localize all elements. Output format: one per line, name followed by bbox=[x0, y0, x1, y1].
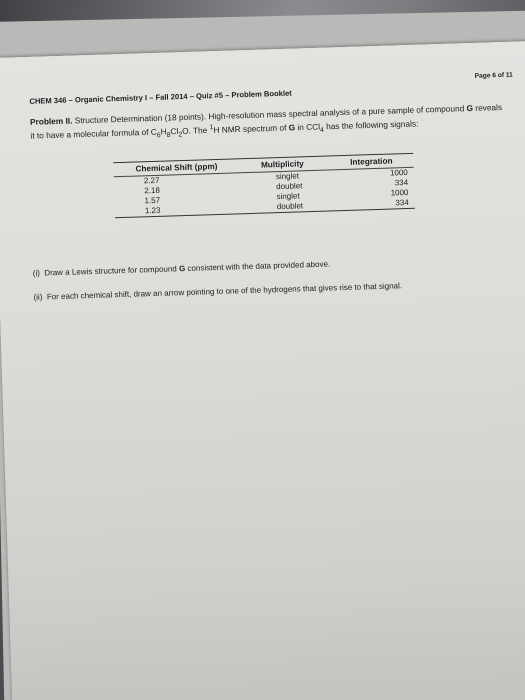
formula-subscript-cl: 2 bbox=[178, 131, 183, 139]
cell-shift: 2.18 bbox=[144, 186, 160, 196]
header-multiplicity: Multiplicity bbox=[260, 159, 304, 171]
cell-multiplicity: singlet bbox=[276, 191, 300, 202]
formula-cl: Cl bbox=[170, 125, 179, 137]
question-ii-text: For each chemical shift, draw an arrow pointing to one of the hydrogens that gives rise to that signal. bbox=[46, 281, 403, 302]
question-ii bbox=[33, 278, 513, 303]
cell-shift: 1.23 bbox=[144, 206, 161, 216]
cell-multiplicity: singlet bbox=[275, 171, 300, 182]
cell-integration: 334 bbox=[394, 178, 409, 188]
problem-title: Structure Determination (18 points). bbox=[74, 111, 207, 126]
question-ii-label: (ii) bbox=[33, 292, 43, 303]
question-i-label: (i) bbox=[32, 269, 41, 279]
problem-text-1: High-resolution mass spectral analysis of a pure sample of compound bbox=[208, 103, 465, 122]
problem-text-2: reveals it to have a molecular formula of C bbox=[30, 102, 503, 141]
cell-integration: 1000 bbox=[390, 188, 409, 198]
cell-shift: 2.27 bbox=[143, 176, 160, 186]
formula-h: H bbox=[160, 126, 167, 137]
solvent-subscript: 4 bbox=[319, 127, 325, 135]
cell-integration: 334 bbox=[395, 198, 409, 208]
formula-subscript-c: 6 bbox=[156, 132, 161, 140]
header-chemical-shift: Chemical Shift (ppm) bbox=[135, 162, 218, 174]
nmr-superscript: 1 bbox=[209, 124, 214, 132]
quiz-page bbox=[0, 40, 525, 700]
compound-label-2: G bbox=[288, 122, 296, 133]
formula-o: O. The bbox=[181, 125, 208, 136]
cell-multiplicity: doublet bbox=[276, 181, 303, 192]
problem-tail: has the following signals: bbox=[325, 118, 419, 132]
formula-subscript-h: 8 bbox=[166, 131, 171, 139]
header-integration: Integration bbox=[350, 156, 393, 168]
cell-shift: 1.57 bbox=[144, 196, 161, 206]
question-i-text-a: Draw a Lewis structure for compound bbox=[44, 264, 177, 278]
question-i-compound: G bbox=[178, 264, 186, 274]
cell-multiplicity: doublet bbox=[276, 201, 304, 212]
page-content bbox=[29, 71, 513, 303]
cell-integration: 1000 bbox=[389, 168, 408, 178]
question-i-text-b: consistent with the data provided above. bbox=[187, 259, 331, 274]
question-i bbox=[33, 254, 513, 279]
solvent-text: in CCl bbox=[297, 121, 321, 133]
problem-label: Problem II. bbox=[29, 115, 73, 127]
course-title: CHEM 346 – Organic Chemistry I – Fall 2014 – Quiz #5 – Problem Booklet bbox=[29, 88, 292, 106]
page-number: Page 6 of 11 bbox=[474, 71, 513, 80]
nmr-text: H NMR spectrum of bbox=[213, 122, 287, 135]
nmr-data-table bbox=[113, 153, 415, 218]
compound-label: G bbox=[466, 102, 474, 114]
